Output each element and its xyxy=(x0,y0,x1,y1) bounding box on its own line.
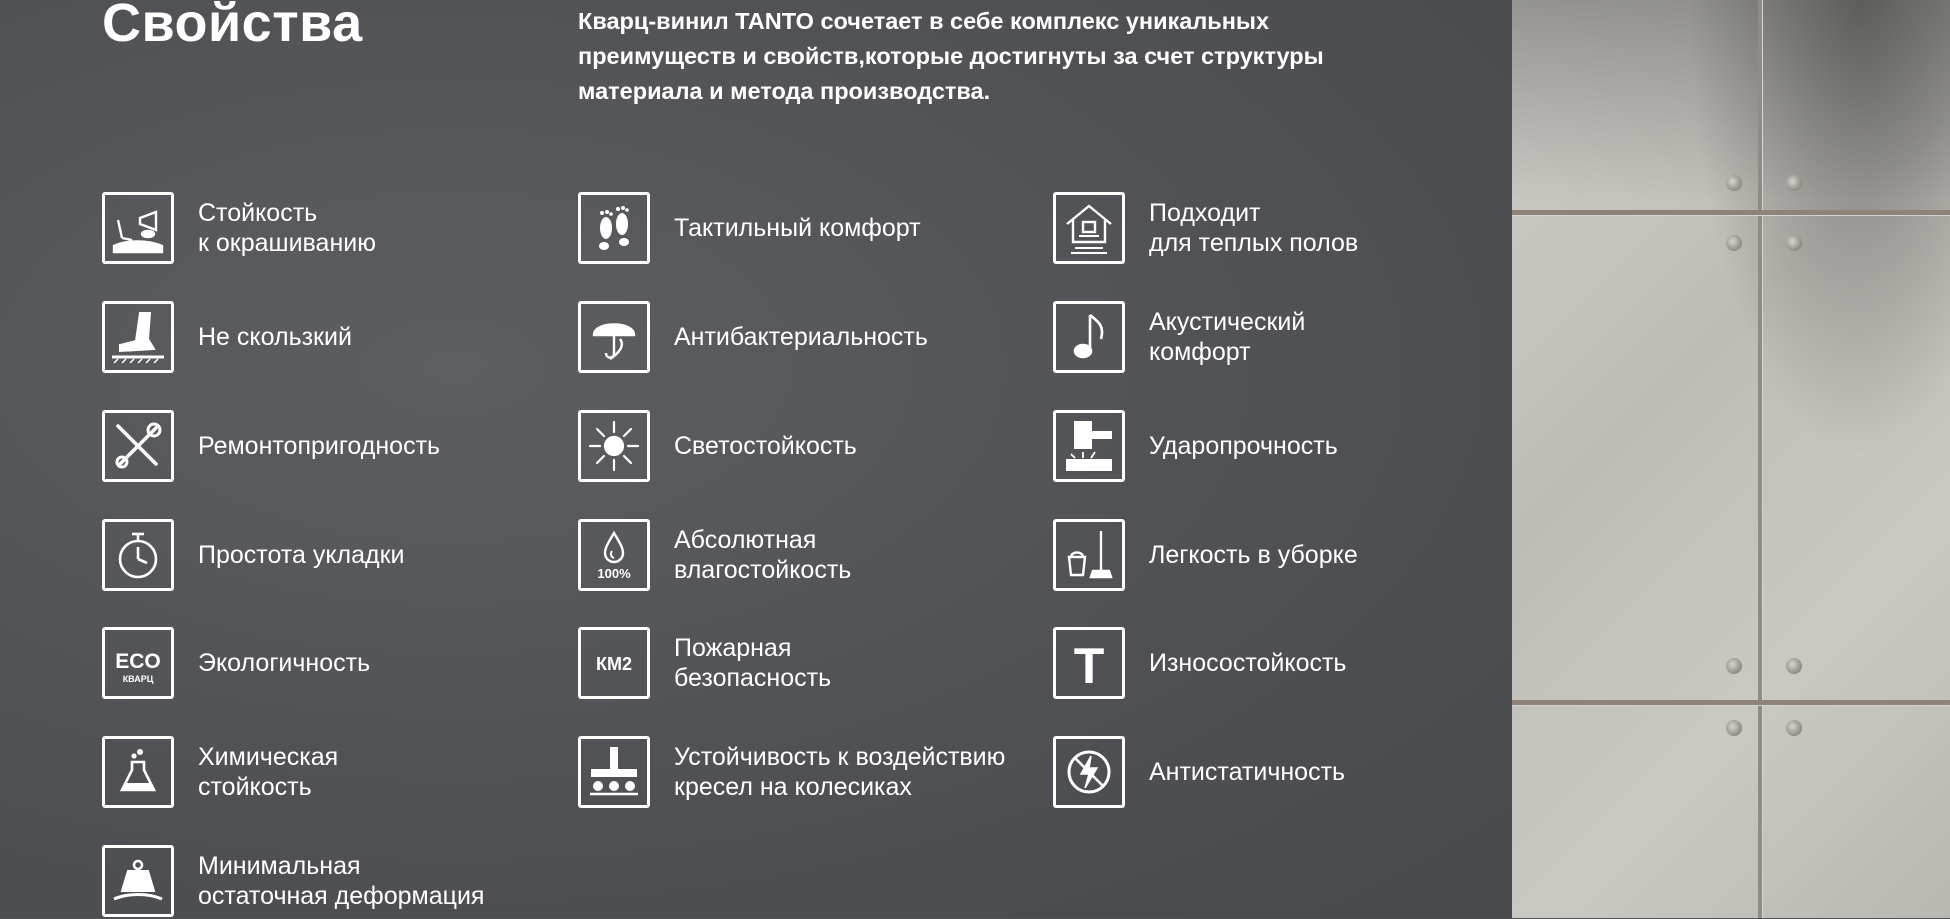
feature-label: Минимальная остаточная деформация xyxy=(198,852,485,910)
page-title: Свойства xyxy=(102,0,363,53)
stain-resistance-icon xyxy=(102,192,174,264)
eco-quartz-icon xyxy=(102,627,174,699)
t-badge-text: T xyxy=(1073,638,1105,691)
feature-label: Антистатичность xyxy=(1149,758,1346,786)
chair-castor-icon xyxy=(578,736,650,808)
feature-fire-safety xyxy=(578,627,1048,701)
bolt xyxy=(1786,658,1802,674)
feature-easy-installation xyxy=(102,519,572,593)
bolt xyxy=(1786,720,1802,736)
bolt xyxy=(1726,658,1742,674)
bolt xyxy=(1786,175,1802,191)
footprints-icon xyxy=(578,192,650,264)
feature-label: Тактильный комфорт xyxy=(674,214,921,242)
feature-antibacterial xyxy=(578,301,1048,375)
bolt xyxy=(1726,235,1742,251)
sun-icon xyxy=(578,410,650,482)
bolt xyxy=(1726,720,1742,736)
feature-label: Ремонтопригодность xyxy=(198,432,441,460)
bucket-mop-icon xyxy=(1053,519,1125,591)
feature-easy-cleaning xyxy=(1053,519,1523,593)
feature-label: Антибактериальность xyxy=(674,323,928,351)
feature-label: Экологичность xyxy=(198,649,371,677)
stopwatch-icon xyxy=(102,519,174,591)
heated-floor-house-icon xyxy=(1053,192,1125,264)
feature-impact-resistance xyxy=(1053,410,1523,484)
feature-stain-resistance xyxy=(102,192,572,266)
feature-label: Ударопрочность xyxy=(1149,432,1338,460)
feature-light-resistance xyxy=(578,410,1048,484)
bolt xyxy=(1786,235,1802,251)
feature-label: Абсолютная влагостойкость xyxy=(674,526,852,584)
feature-label: Акустический комфорт xyxy=(1149,308,1306,366)
feature-tactile-comfort xyxy=(578,192,1048,266)
antistatic-icon xyxy=(1053,736,1125,808)
feature-castor-resistance xyxy=(578,736,1048,810)
feature-label: Устойчивость к воздействию кресел на колесиках xyxy=(674,743,1006,801)
feature-label: Пожарная безопасность xyxy=(674,634,832,692)
panel-seam-horizontal xyxy=(1512,700,1950,705)
non-slip-boot-icon xyxy=(102,301,174,373)
chemical-flask-icon xyxy=(102,736,174,808)
km2-fire-class-icon xyxy=(578,627,650,699)
concrete-wall-photo xyxy=(1512,0,1950,918)
wrench-screwdriver-icon xyxy=(102,410,174,482)
feature-label: Химическая стойкость xyxy=(198,743,339,801)
feature-label: Стойкость к окрашиванию xyxy=(198,199,376,257)
feature-acoustic-comfort xyxy=(1053,301,1523,375)
eco-sub-badge-text: КВАРЦ xyxy=(122,674,154,684)
feature-chemical-resistance xyxy=(102,736,572,810)
wear-resistance-t-icon xyxy=(1053,627,1125,699)
bolt xyxy=(1726,175,1742,191)
km2-badge-text: КМ2 xyxy=(596,654,632,674)
feature-label: Износостойкость xyxy=(1149,649,1347,677)
feature-label: Светостойкость xyxy=(674,432,857,460)
feature-min-deformation xyxy=(102,845,572,919)
feature-heated-floor xyxy=(1053,192,1523,266)
panel-seam-vertical xyxy=(1758,0,1762,918)
feature-label: Легкость в уборке xyxy=(1149,541,1358,569)
weight-deformation-icon xyxy=(102,845,174,917)
intro-text: Кварц-винил TANTO сочетает в себе комплекс уникальных преимуществ и свойств,которые достигнуты за счет структуры материала и метода производства. xyxy=(578,8,1324,104)
feature-non-slip xyxy=(102,301,572,375)
feature-label: Подходит для теплых полов xyxy=(1149,199,1359,257)
feature-wear-resistance xyxy=(1053,627,1523,701)
feature-label: Не скользкий xyxy=(198,323,352,351)
music-note-icon xyxy=(1053,301,1125,373)
eco-badge-text: ECO xyxy=(115,650,161,673)
water-badge-text: 100% xyxy=(597,566,631,581)
water-drop-100-icon xyxy=(578,519,650,591)
feature-label: Простота укладки xyxy=(198,541,405,569)
feature-antistatic xyxy=(1053,736,1523,810)
feature-repairability xyxy=(102,410,572,484)
antibacterial-icon xyxy=(578,301,650,373)
panel-seam-horizontal xyxy=(1512,210,1950,215)
feature-ecology xyxy=(102,627,572,701)
hammer-impact-icon xyxy=(1053,410,1125,482)
feature-water-resistance xyxy=(578,519,1048,593)
